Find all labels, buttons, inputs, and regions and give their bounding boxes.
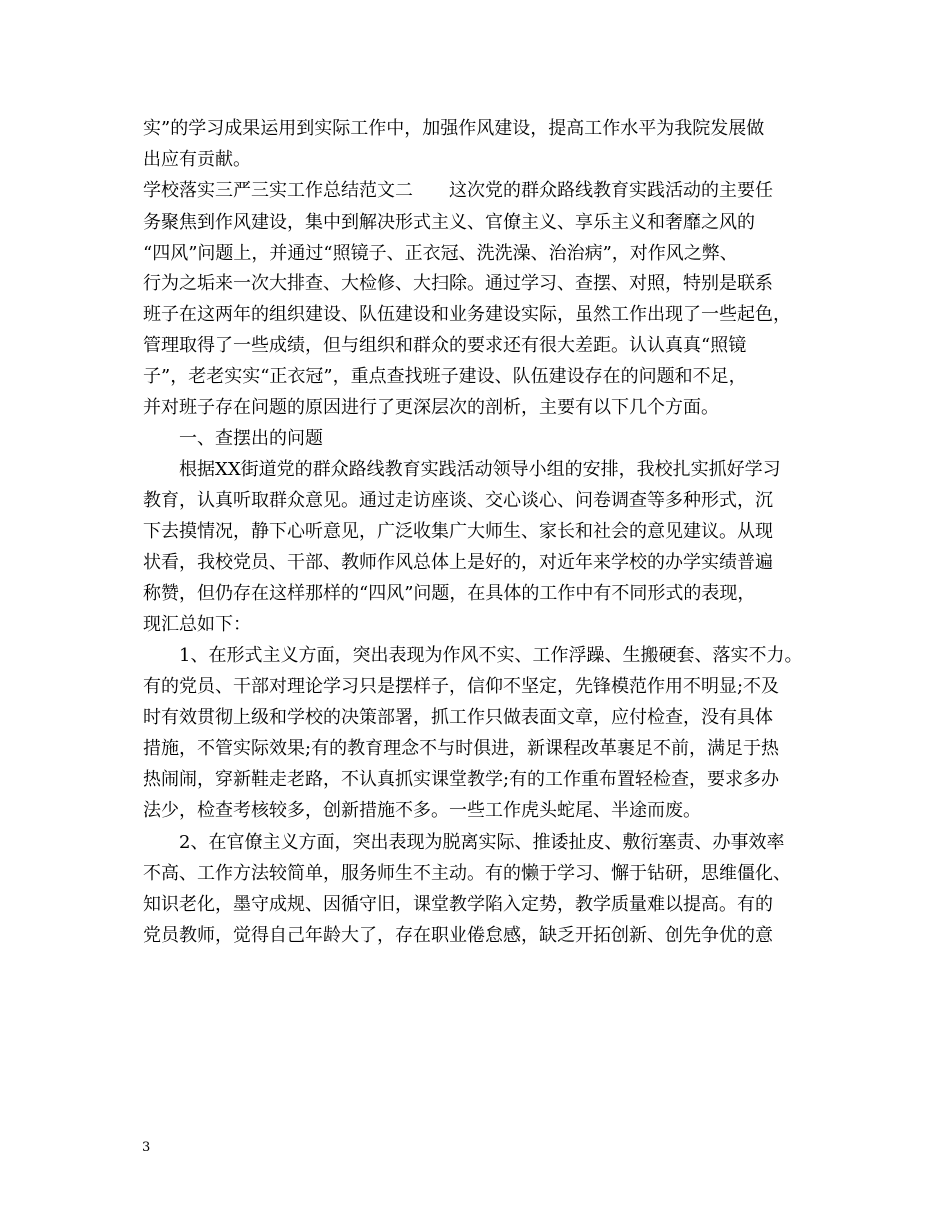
text-line: 措施，不管实际效果;有的教育理念不与时俱进，新课程改革裹足不前，满足于热 [143,738,780,759]
text-line: 出应有贡献。 [143,149,251,170]
text-line: 一、查摆出的问题 [143,428,323,449]
text-line: 并对班子存在问题的原因进行了更深层次的剖析，主要有以下几个方面。 [143,397,719,418]
text-line: 知识老化，墨守成规、因循守旧，课堂教学陷入定势，教学质量难以提高。有的 [143,894,773,915]
text-line: 行为之垢来一次大排查、大检修、大扫除。通过学习、查摆、对照，特别是联系 [143,273,773,294]
text-line: 务聚焦到作风建设，集中到解决形式主义、官僚主义、享乐主义和奢靡之风的 [143,212,755,233]
text-line: 有的党员、干部对理论学习只是摆样子，信仰不坚定，先锋模范作用不明显;不及 [143,676,780,697]
text-line: 法少，检查考核较多，创新措施不多。一些工作虎头蛇尾、半途而废。 [143,800,701,821]
text-line: 1、在形式主义方面，突出表现为作风不实、工作浮躁、生搬硬套、落实不力。 [143,645,803,666]
text-line: 下去摸情况，静下心听意见，广泛收集广大师生、家长和社会的意见建议。从现 [143,521,773,542]
text-line: 不高、工作方法较简单，服务师生不主动。有的懒于学习、懈于钻研，思维僵化、 [143,863,791,884]
page-number: 3 [142,1140,151,1155]
text-line: 现汇总如下： [143,614,251,635]
text-line: 实”的学习成果运用到实际工作中，加强作风建设，提高工作水平为我院发展做 [143,118,765,139]
text-line: “四风”问题上，并通过“照镜子、正衣冠、洗洗澡、治治病”，对作风之弊、 [143,243,738,264]
text-line: 党员教师，觉得自己年龄大了，存在职业倦怠感，缺乏开拓创新、创先争优的意 [143,925,773,946]
text-line: 根据XX街道党的群众路线教育实践活动领导小组的安排，我校扎实抓好学习 [143,459,781,480]
text-line: 热闹闹，穿新鞋走老路，不认真抓实课堂教学;有的工作重布置轻检查，要求多办 [143,769,780,790]
text-line: 称赞，但仍存在这样那样的“四风”问题，在具体的工作中有不同形式的表现， [143,583,756,604]
text-line: 管理取得了一些成绩，但与组织和群众的要求还有很大差距。认认真真“照镜 [143,335,747,356]
text-line: 2、在官僚主义方面，突出表现为脱离实际、推诿扯皮、敷衍塞责、办事效率 [143,832,785,853]
text-line: 学校落实三严三实工作总结范文二 这次党的群众路线教育实践活动的主要任 [143,180,773,201]
text-line: 子”，老老实实“正衣冠”，重点查找班子建设、队伍建设存在的问题和不足， [143,366,747,387]
text-line: 时有效贯彻上级和学校的决策部署，抓工作只做表面文章，应付检查，没有具体 [143,707,773,728]
text-line: 班子在这两年的组织建设、队伍建设和业务建设实际，虽然工作出现了一些起色， [143,304,791,325]
text-line: 状看，我校党员、干部、教师作风总体上是好的，对近年来学校的办学实绩普遍 [143,552,773,573]
text-line: 教育，认真听取群众意见。通过走访座谈、交心谈心、问卷调查等多种形式，沉 [143,490,773,511]
